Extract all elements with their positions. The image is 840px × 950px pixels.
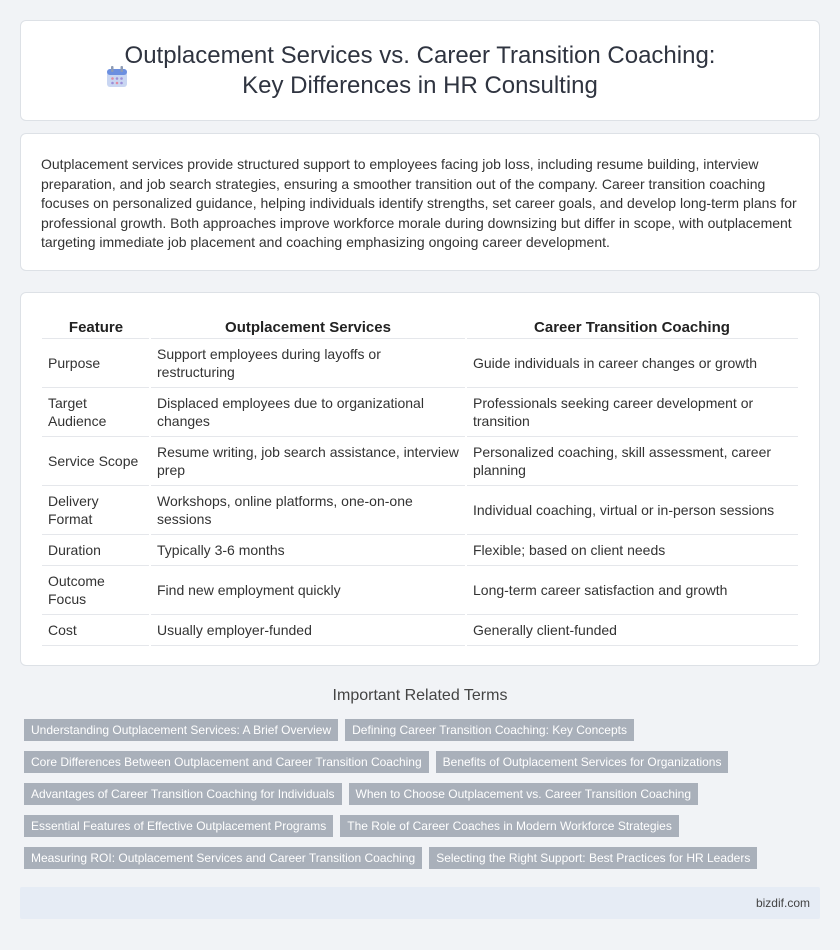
comparison-table xyxy=(42,313,798,646)
table-cell: Personalized coaching, skill assessment, career planning xyxy=(466,436,798,485)
footer-site-link[interactable]: bizdif.com xyxy=(755,896,810,910)
table-cell: Generally client-funded xyxy=(466,614,798,645)
table-cell: Outcome Focus xyxy=(42,565,150,614)
table-cell: Professionals seeking career development or transition xyxy=(466,387,798,436)
tag-row xyxy=(24,815,824,837)
table-row xyxy=(42,614,798,645)
table-cell: Workshops, online platforms, one-on-one sessions xyxy=(150,485,466,534)
related-terms-heading: Important Related Terms xyxy=(332,687,508,704)
table-cell: Resume writing, job search assistance, interview prep xyxy=(150,436,466,485)
table-row xyxy=(42,436,798,485)
summary-text: Outplacement services provide structured support to employees facing job loss, including resume building, interview preparation, and job search strategies, ensuring a smoother transition out of the company. Career transition coaching focuses on personalized guidance, helping individuals identify strengths, set career goals, and develop long-term plans for professional growth. Both approaches improve workforce morale during downsizing but differ in scope, with outplacement targeting immediate job placement and coaching emphasizing ongoing career development. xyxy=(41,156,797,250)
comparison-table-card xyxy=(20,292,820,666)
related-terms-list xyxy=(24,719,824,879)
table-cell: Cost xyxy=(42,614,150,645)
table-cell: Typically 3-6 months xyxy=(150,534,466,565)
table-row xyxy=(42,338,798,387)
table-cell: Usually employer-funded xyxy=(150,614,466,645)
table-row xyxy=(42,565,798,614)
table-row xyxy=(42,485,798,534)
table-cell: Long-term career satisfaction and growth xyxy=(466,565,798,614)
table-cell: Support employees during layoffs or restructuring xyxy=(150,338,466,387)
column-header: Outplacement Services xyxy=(150,313,466,338)
table-cell: Service Scope xyxy=(42,436,150,485)
related-term-tag[interactable]: When to Choose Outplacement vs. Career Transition Coaching xyxy=(349,783,699,805)
tag-row xyxy=(24,847,824,869)
related-term-tag[interactable]: The Role of Career Coaches in Modern Workforce Strategies xyxy=(340,815,679,837)
tag-row xyxy=(24,719,824,741)
page-title: Outplacement Services vs. Career Transition Coaching: Key Differences in HR Consulting xyxy=(124,41,716,99)
related-term-tag[interactable]: Essential Features of Effective Outplacement Programs xyxy=(24,815,333,837)
table-cell: Flexible; based on client needs xyxy=(466,534,798,565)
column-header: Career Transition Coaching xyxy=(466,313,798,338)
table-cell: Purpose xyxy=(42,338,150,387)
table-cell: Displaced employees due to organizational changes xyxy=(150,387,466,436)
related-term-tag[interactable]: Understanding Outplacement Services: A Brief Overview xyxy=(24,719,338,741)
title-card xyxy=(20,20,820,121)
table-cell: Find new employment quickly xyxy=(150,565,466,614)
related-term-tag[interactable]: Advantages of Career Transition Coaching for Individuals xyxy=(24,783,342,805)
related-term-tag[interactable]: Defining Career Transition Coaching: Key Concepts xyxy=(345,719,634,741)
related-term-tag[interactable]: Core Differences Between Outplacement and Career Transition Coaching xyxy=(24,751,429,773)
table-header-row xyxy=(42,313,798,338)
table-cell: Duration xyxy=(42,534,150,565)
table-cell: Individual coaching, virtual or in-person sessions xyxy=(466,485,798,534)
table-cell: Target Audience xyxy=(42,387,150,436)
summary-card xyxy=(20,133,820,271)
calendar-icon xyxy=(106,66,128,88)
related-term-tag[interactable]: Measuring ROI: Outplacement Services and Career Transition Coaching xyxy=(24,847,422,869)
column-header: Feature xyxy=(42,313,150,338)
table-cell: Guide individuals in career changes or growth xyxy=(466,338,798,387)
table-row xyxy=(42,387,798,436)
tag-row xyxy=(24,783,824,805)
related-term-tag[interactable]: Selecting the Right Support: Best Practices for HR Leaders xyxy=(429,847,757,869)
table-row xyxy=(42,534,798,565)
table-cell: Delivery Format xyxy=(42,485,150,534)
footer-bar xyxy=(20,887,820,919)
related-term-tag[interactable]: Benefits of Outplacement Services for Organizations xyxy=(436,751,729,773)
tag-row xyxy=(24,751,824,773)
